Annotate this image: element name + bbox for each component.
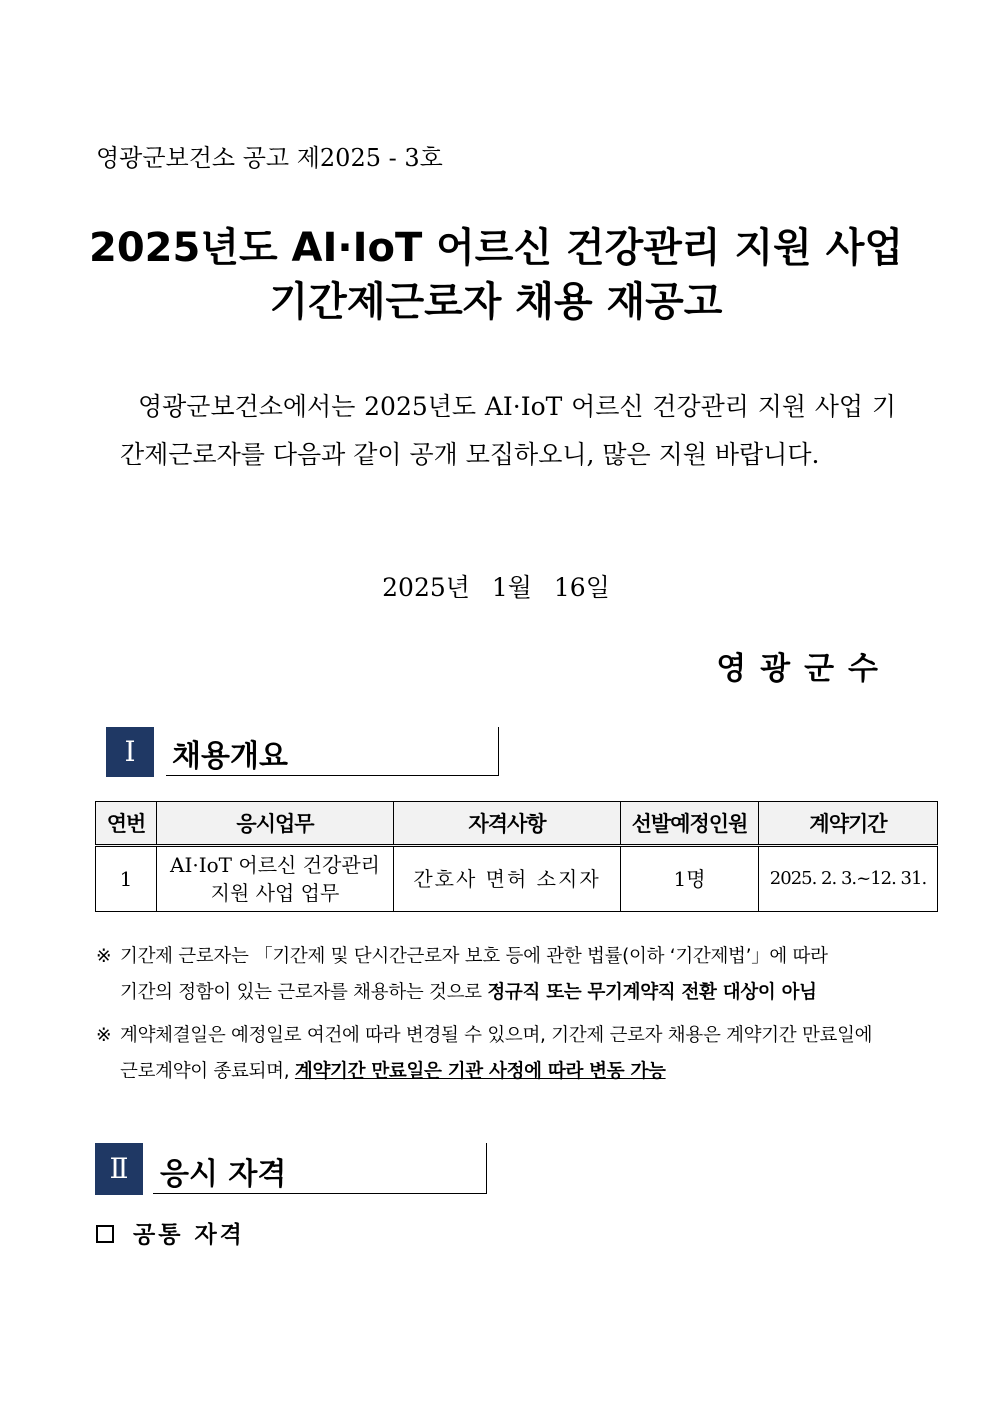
note-mark: ※ (96, 946, 112, 967)
table-header-cell: 선발예정인원 (621, 802, 759, 846)
document-title-line1: 2025년도 AI·IoT 어르신 건강관리 지원 사업 (89, 225, 903, 271)
table-header-row (96, 802, 938, 846)
note2-line2: 근로계약이 종료되며, (120, 1061, 295, 1082)
section1-title: 채용개요 (172, 739, 288, 774)
note-mark: ※ (96, 1025, 112, 1046)
section2-number-badge (95, 1143, 143, 1195)
note-2 (96, 1018, 872, 1090)
document-title-line2: 기간제근로자 채용 재공고 (269, 279, 723, 325)
note1-emphasis: 정규직 또는 무기계약직 전환 대상이 아님 (487, 982, 817, 1003)
table-cell-number: 1 (96, 846, 157, 912)
section1-number: Ⅰ (124, 735, 136, 768)
table-cell-headcount: 1명 (621, 846, 759, 912)
recruitment-table (95, 801, 938, 912)
note-1 (96, 939, 828, 1011)
note1-line1: 기간제 근로자는 「기간제 및 단시간근로자 보호 등에 관한 법률(이하 ‘기간제법’」에 따라 (120, 946, 828, 967)
table-header-cell: 자격사항 (394, 802, 621, 846)
table-header-cell: 연번 (96, 802, 157, 846)
table-cell-contract-period: 2025. 2. 3.~12. 31. (759, 846, 938, 912)
note1-line2: 기간의 정함이 있는 근로자를 채용하는 것으로 (120, 982, 488, 1003)
note2-line1: 계약체결일은 예정일로 여건에 따라 변경될 수 있으며, 기간제 근로자 채용은 계약기간 만료일에 (120, 1025, 873, 1046)
subsection-title: 공통 자격 (133, 1221, 245, 1248)
duty-line1: AI·IoT 어르신 건강관리 (170, 853, 380, 877)
intro-paragraph (120, 383, 896, 479)
table-cell-duty (157, 846, 394, 912)
note2-emphasis: 계약기간 만료일은 기관 사정에 따라 변동 가능 (294, 1061, 666, 1082)
section1-number-badge (106, 727, 154, 777)
table-cell-qualification: 간호사 면허 소지자 (394, 846, 621, 912)
signer: 영광군수 (716, 651, 892, 687)
table-header-cell: 계약기간 (759, 802, 938, 846)
intro-text: 영광군보건소에서는 2025년도 AI·IoT 어르신 건강관리 지원 사업 기간제근로자를 다음과 같이 공개 모집하오니, 많은 지원 바랍니다. (120, 392, 896, 469)
duty-line2: 지원 사업 업무 (210, 881, 340, 905)
square-bullet-icon (96, 1225, 114, 1243)
table-row (96, 846, 938, 912)
table-header-cell: 응시업무 (157, 802, 394, 846)
announcement-date: 2025년 1월 16일 (382, 573, 610, 602)
section2-title: 응시 자격 (160, 1157, 287, 1192)
section2-number: Ⅱ (109, 1152, 129, 1185)
notice-number: 영광군보건소 공고 제2025 - 3호 (96, 144, 443, 172)
